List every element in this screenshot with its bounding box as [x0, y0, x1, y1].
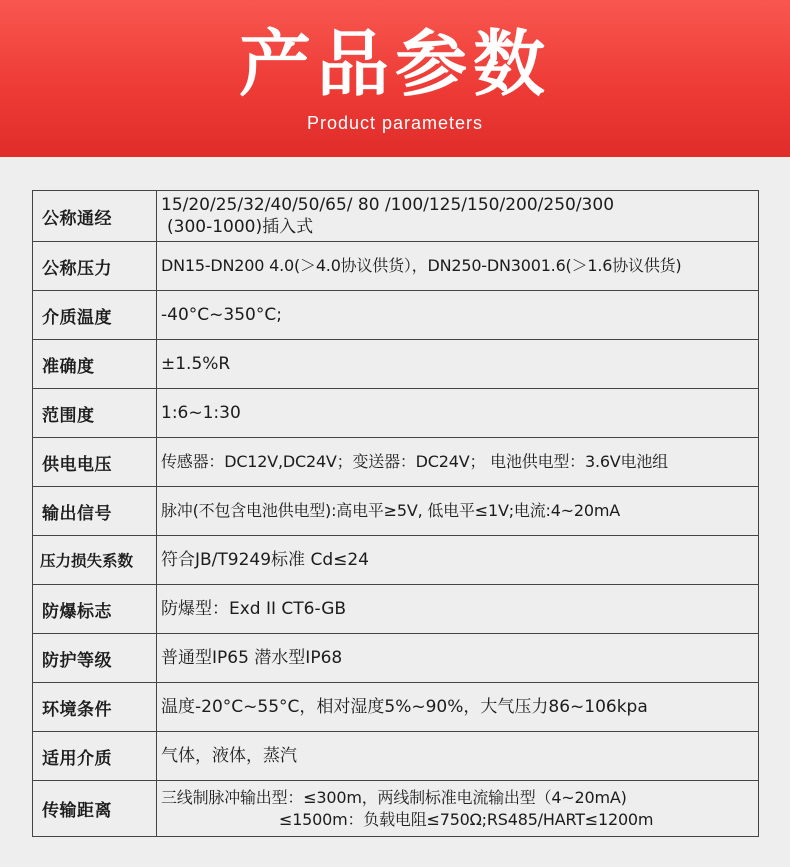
param-label-environment: 环境条件	[33, 683, 157, 732]
param-value-range-ratio: 1:6~1:30	[157, 389, 759, 438]
table-row	[33, 781, 759, 837]
table-row	[33, 438, 759, 487]
param-value-line: ≤1500m：负载电阻≤750Ω;RS485/HART≤1200m	[279, 809, 654, 829]
param-value-explosion-proof-mark: 防爆型：Exd II CT6-GB	[157, 585, 759, 634]
param-value-pressure-loss-coefficient: 符合JB/T9249标准 Cd≤24	[157, 536, 759, 585]
param-label-transmission-distance: 传输距离	[33, 781, 157, 837]
table-row	[33, 242, 759, 291]
param-value-line: (300-1000)插入式	[167, 217, 314, 237]
table-row	[33, 634, 759, 683]
param-label-nominal-diameter: 公称通经	[33, 191, 157, 242]
param-label-explosion-proof-mark: 防爆标志	[33, 585, 157, 634]
table-row	[33, 487, 759, 536]
table-row	[33, 291, 759, 340]
table-row	[33, 340, 759, 389]
param-label-output-signal: 输出信号	[33, 487, 157, 536]
page-title: 产品参数	[238, 22, 551, 106]
param-label-applicable-medium: 适用介质	[33, 732, 157, 781]
param-label-range-ratio: 范围度	[33, 389, 157, 438]
table-row	[33, 585, 759, 634]
param-label-pressure-loss-coefficient: 压力损失系数	[33, 536, 157, 585]
param-value-protection-class: 普通型IP65 潜水型IP68	[157, 634, 759, 683]
param-value-output-signal: 脉冲(不包含电池供电型):高电平≥5V, 低电平≤1V;电流:4~20mA	[157, 487, 759, 536]
param-value-medium-temperature: -40°C~350°C;	[157, 291, 759, 340]
param-label-protection-class: 防护等级	[33, 634, 157, 683]
param-value-accuracy: ±1.5%R	[157, 340, 759, 389]
table-row	[33, 191, 759, 242]
table-row	[33, 683, 759, 732]
table-row	[33, 732, 759, 781]
param-label-supply-voltage: 供电电压	[33, 438, 157, 487]
param-value-line: 三线制脉冲输出型：≤300m，两线制标准电流输出型（4~20mA)	[161, 787, 627, 807]
param-value-nominal-pressure: DN15-DN200 4.0(＞4.0协议供货），DN250-DN3001.6(＞1.6协议供货)	[157, 242, 759, 291]
header-banner	[0, 0, 790, 157]
param-value-supply-voltage: 传感器：DC12V,DC24V；变送器：DC24V； 电池供电型：3.6V电池组	[157, 438, 759, 487]
param-label-accuracy: 准确度	[33, 340, 157, 389]
page-subtitle: Product parameters	[306, 113, 484, 133]
table-row	[33, 389, 759, 438]
param-label-nominal-pressure: 公称压力	[33, 242, 157, 291]
parameters-table	[32, 190, 759, 837]
param-value-transmission-distance	[157, 781, 759, 837]
param-label-medium-temperature: 介质温度	[33, 291, 157, 340]
table-row	[33, 536, 759, 585]
param-value-environment: 温度-20°C~55°C，相对湿度5%~90%，大气压力86~106kpa	[157, 683, 759, 732]
param-value-nominal-diameter	[157, 191, 759, 242]
param-value-applicable-medium: 气体，液体，蒸汽	[157, 732, 759, 781]
param-value-line: 15/20/25/32/40/50/65/ 80 /100/125/150/200/250/300	[161, 195, 615, 215]
